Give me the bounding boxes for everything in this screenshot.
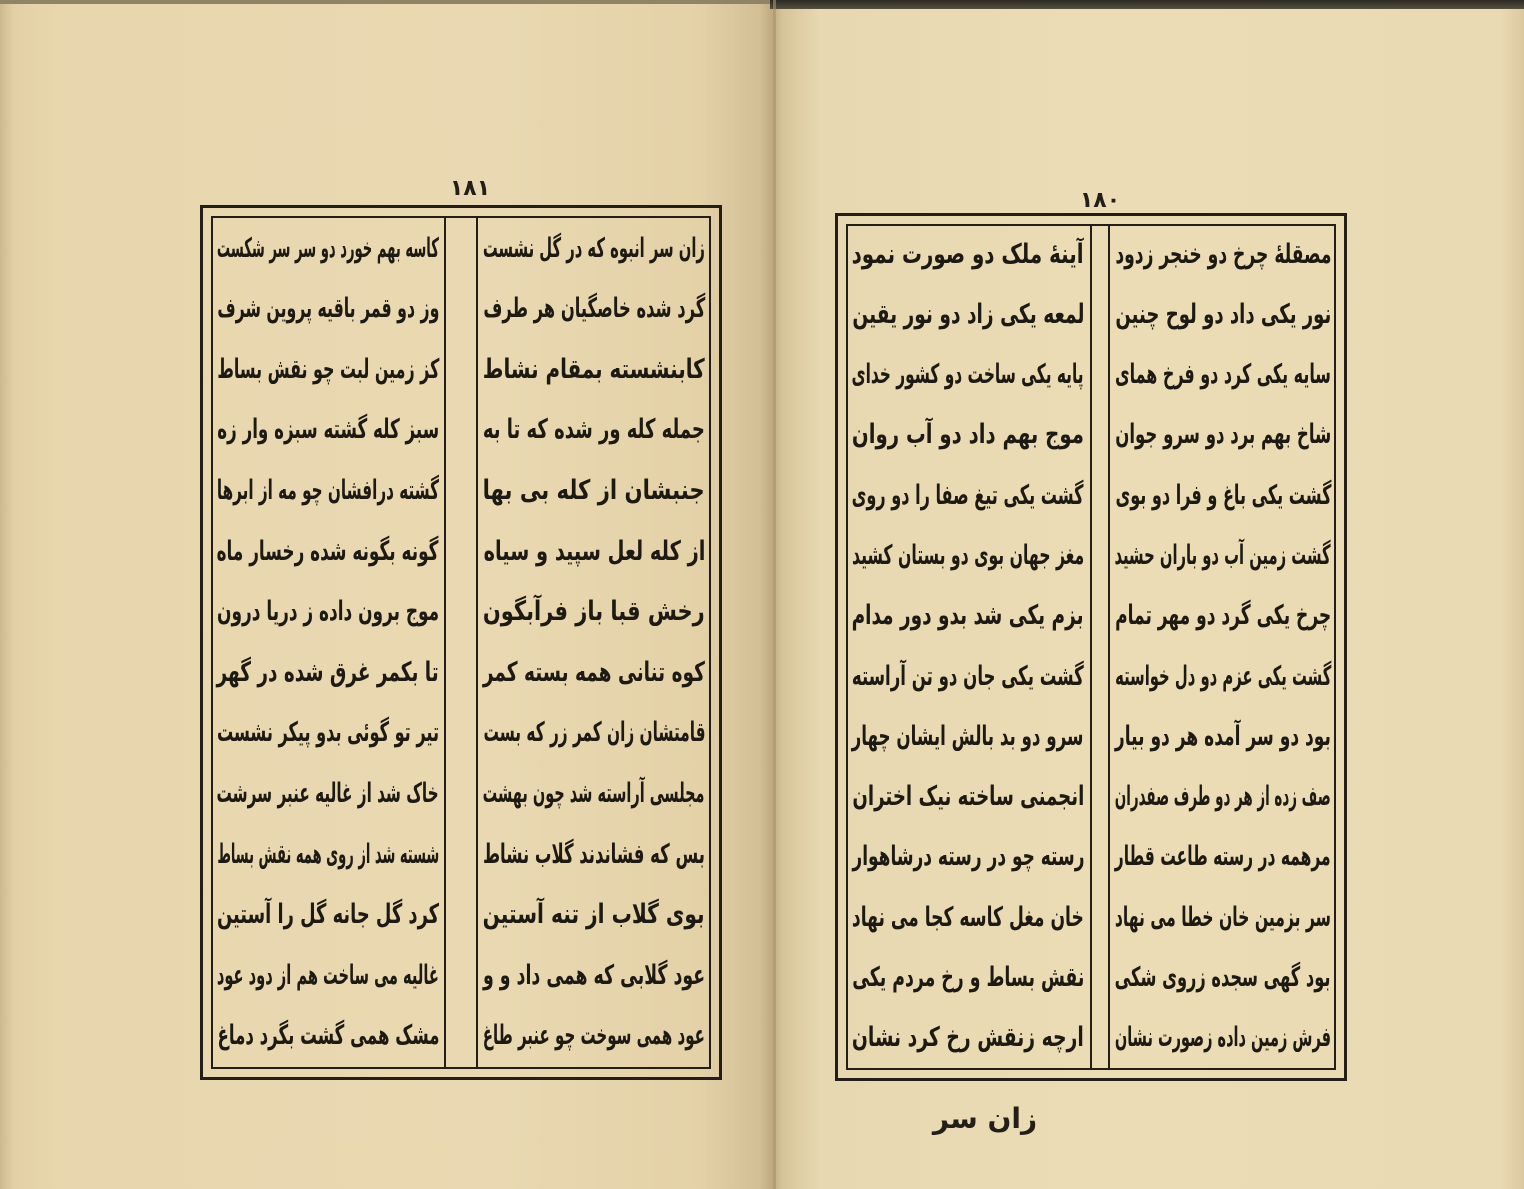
verse-text: کز زمین لبت چو نقش بساط	[217, 353, 439, 385]
verse-line	[214, 949, 442, 1001]
verse-text: گشت یکی تیغ صفا را دو روی	[852, 479, 1084, 511]
catchword: زان سر	[932, 1102, 1038, 1135]
verse-line	[480, 889, 708, 941]
verse-line	[1112, 469, 1334, 521]
verse-line	[214, 1010, 442, 1062]
book-gutter	[773, 0, 776, 1189]
verse-line	[480, 464, 708, 516]
verse-text: خان مغل کاسه کجا می نهاد	[852, 901, 1084, 933]
verse-line	[214, 889, 442, 941]
verse-line	[214, 525, 442, 577]
verse-line	[480, 707, 708, 759]
verse-line	[214, 707, 442, 759]
top-edge-shadow	[0, 0, 770, 4]
left-page-column-divider	[444, 216, 478, 1069]
verse-line	[214, 646, 442, 698]
verse-text: کوه تنانی همه بسته کمر	[482, 656, 706, 688]
page-number-left: ۱۸۱	[449, 176, 491, 201]
verse-line	[480, 283, 708, 335]
verse-text: رخش قبا باز فرآبگون	[483, 596, 705, 628]
verse-text: گشت یکی عزم دو دل خواسته	[1114, 660, 1332, 692]
verse-line	[214, 283, 442, 335]
verse-line	[480, 222, 708, 274]
verse-text: قامتشان زان کمر زر که بست	[482, 717, 706, 749]
verse-text: پایه یکی ساخت دو کشور خدای	[851, 359, 1085, 391]
verse-text: مصقلهٔ چرخ دو خنجر زدود	[1114, 238, 1332, 270]
top-edge-dark-strip	[770, 0, 1524, 9]
verse-line	[480, 949, 708, 1001]
verse-line	[214, 404, 442, 456]
left-page-left-column	[214, 222, 442, 1062]
verse-text: عود همی سوخت چو عنبر طاغ	[482, 1020, 706, 1052]
verse-text: مرهمه در رسته طاعت قطار	[1115, 841, 1331, 873]
verse-text: نقش بساط و رخ مردم یکی	[851, 962, 1085, 994]
verse-text: فرش زمین داده زصورت نشان	[1114, 1022, 1332, 1054]
verse-line	[1112, 1012, 1334, 1064]
verse-line	[480, 525, 708, 577]
verse-line	[849, 952, 1087, 1004]
verse-line	[849, 409, 1087, 461]
verse-text: سر بزمین خان خطا می نهاد	[1114, 901, 1332, 933]
verse-text: نور یکی داد دو لوح چنین	[1115, 298, 1331, 330]
verse-text: جنبشان از کله بی بها	[482, 474, 706, 506]
verse-text: مشک همی گشت بگرد دماغ	[217, 1020, 440, 1052]
verse-line	[849, 228, 1087, 280]
verse-line	[214, 828, 442, 880]
verse-text: بود دو سر آمده هر دو بیار	[1114, 720, 1332, 752]
verse-line	[849, 831, 1087, 883]
verse-line	[480, 1010, 708, 1062]
verse-line	[1112, 529, 1334, 581]
verse-line	[849, 590, 1087, 642]
verse-text: کاسه بهم خورد دو سر سر شکست	[217, 232, 439, 264]
verse-line	[480, 828, 708, 880]
verse-text: تیر تو گوئی بدو پیکر نشست	[216, 717, 440, 749]
page-number-right: ۱۸۰	[1079, 188, 1121, 213]
verse-line	[849, 469, 1087, 521]
verse-text: ارچه زنقش رخ کرد نشان	[852, 1022, 1084, 1054]
verse-line	[1112, 952, 1334, 1004]
verse-text: تا بکمر غرق شده در گهر	[216, 656, 440, 688]
verse-text: موج بهم داد دو آب روان	[851, 419, 1085, 451]
verse-text: از کله لعل سپید و سیاه	[483, 535, 705, 567]
verse-text: زان سر انبوه که در گل نشست	[483, 232, 706, 264]
verse-line	[1112, 891, 1334, 943]
verse-text: سرو دو بد بالش ایشان چهار	[852, 720, 1084, 752]
verse-line	[1112, 590, 1334, 642]
verse-text: آینهٔ ملک دو صورت نمود	[852, 238, 1084, 270]
verse-line	[214, 767, 442, 819]
verse-text: چرخ یکی گرد دو مهر تمام	[1114, 600, 1332, 632]
verse-text: وز دو قمر باقیه پروین شرف	[217, 293, 440, 325]
verse-text: بوی گلاب از تنه آستین	[482, 899, 706, 931]
verse-text: سبز کله گشته سبزه وار زه	[217, 414, 439, 446]
verse-text: گونه بگونه شده رخسار ماه	[217, 535, 439, 567]
verse-line	[849, 349, 1087, 401]
verse-line	[1112, 710, 1334, 762]
verse-line	[1112, 831, 1334, 883]
verse-line	[1112, 288, 1334, 340]
verse-line	[214, 464, 442, 516]
left-page-right-column	[480, 222, 708, 1062]
verse-line	[849, 1012, 1087, 1064]
verse-line	[1112, 650, 1334, 702]
verse-line	[849, 288, 1087, 340]
verse-line	[849, 891, 1087, 943]
verse-line	[214, 586, 442, 638]
verse-text: شاخ بهم برد دو سرو جوان	[1114, 419, 1332, 451]
right-page-left-column	[849, 228, 1087, 1064]
verse-line	[480, 404, 708, 456]
verse-text: غالیه می ساخت هم از دود عود	[216, 959, 440, 991]
verse-line	[214, 222, 442, 274]
right-page-column-divider	[1090, 224, 1110, 1070]
verse-line	[214, 343, 442, 395]
verse-line	[1112, 228, 1334, 280]
verse-line	[849, 529, 1087, 581]
verse-text: جمله کله ور شده که تا به	[483, 414, 705, 446]
verse-text: سایه یکی کرد دو فرخ همای	[1115, 359, 1331, 391]
verse-line	[1112, 409, 1334, 461]
verse-text: مغز جهان بوی دو بستان کشید	[851, 539, 1085, 571]
verse-line	[480, 586, 708, 638]
verse-text: بس که فشاندند گلاب نشاط	[483, 838, 705, 870]
verse-line	[849, 771, 1087, 823]
verse-text: بود گهی سجده زروی شکی	[1115, 962, 1331, 994]
verse-text: گشته درافشان چو مه از ابرها	[216, 474, 440, 506]
verse-line	[1112, 349, 1334, 401]
right-page-right-column	[1112, 228, 1334, 1064]
verse-text: بزم یکی شد بدو دور مدام	[852, 600, 1084, 632]
verse-line	[480, 767, 708, 819]
verse-text: گشت یکی باغ و فرا دو بوی	[1115, 479, 1331, 511]
verse-line	[1112, 771, 1334, 823]
verse-text: رسته چو در رسته درشاهوار	[851, 841, 1085, 873]
verse-text: گرد شده خاصگیان هر طرف	[483, 293, 705, 325]
verse-text: شسته شد از روی همه نقش بساط	[217, 838, 439, 870]
verse-text: کرد گل جانه گل را آستین	[216, 899, 440, 931]
verse-text: موج برون داده ز دریا درون	[216, 596, 440, 628]
verse-text: کابنشسته بمقام نشاط	[483, 353, 705, 385]
verse-text: انجمنی ساخته نیک اختران	[852, 781, 1084, 813]
verse-text: گشت زمین آب دو باران حشید	[1114, 539, 1332, 571]
verse-text: خاک شد از غالیه عنبر سرشت	[216, 777, 440, 809]
verse-line	[480, 646, 708, 698]
verse-line	[480, 343, 708, 395]
verse-line	[849, 650, 1087, 702]
verse-text: صف زده از هر دو طرف صفدران	[1115, 781, 1331, 813]
verse-text: گشت یکی جان دو تن آراسته	[852, 660, 1084, 692]
verse-text: مجلسی آراسته شد چون بهشت	[483, 777, 705, 809]
verse-line	[849, 710, 1087, 762]
verse-text: لمعه یکی زاد دو نور یقین	[851, 298, 1085, 330]
verse-text: عود گلابی که همی داد و و	[482, 959, 706, 991]
